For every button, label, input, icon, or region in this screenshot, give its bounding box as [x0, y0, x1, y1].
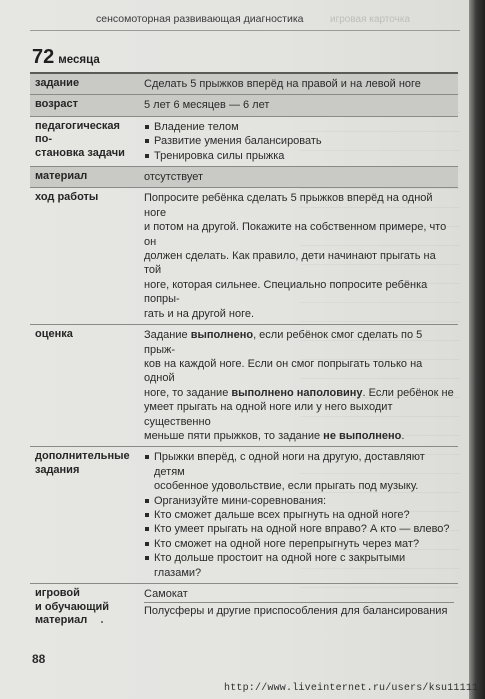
- page-number: 88: [32, 652, 46, 666]
- row-age: [30, 95, 458, 116]
- list-item: Кто умеет прыгать на одной ноге вправо? А кто — влево?: [144, 522, 454, 536]
- row-procedure: [30, 188, 458, 325]
- row-value: Сделать 5 прыжков вперёд на правой и на левой ноге: [144, 78, 421, 90]
- book-spine-shadow: [469, 0, 485, 699]
- watermark-url: http://www.liveinternet.ru/users/ksu11111/: [224, 683, 485, 694]
- task-card-table: [30, 72, 458, 631]
- row-goals: [30, 117, 458, 167]
- list-item: Прыжки вперёд, с одной ноги на другую, доставляют детям особенное удовольствие, если прыгать под музыку.: [144, 450, 454, 493]
- list-item: Кто сможет на одной ноге перепрыгнуть через мат?: [144, 537, 454, 551]
- row-evaluation: [30, 325, 458, 447]
- row-value: Задание выполнено, если ребёнок смог сделать по 5 прыж- ков на каждой ноге. Если он смог попрыгать только на одной ноге, то задание выполнено наполовину. Если ребёнок не умеет прыгать на одной ноге или у него выходит существенно меньше пяти прыжков, то задание не выполнено.: [144, 329, 454, 442]
- row-value: Попросите ребёнка сделать 5 прыжков вперёд на одной ноге и потом на другой. Покажите на собственном примере, что он должен сделать. Как правило, дети начинают прыгать на той ноге, которая сильнее. Специально попросите ребёнка попры- гать и на другой ноге.: [144, 192, 447, 320]
- list-item: Кто дольше простоит на одной ноге с закрытыми глазами?: [144, 551, 454, 580]
- list-item: Организуйте мини-соревнования:: [144, 494, 454, 508]
- row-task: [30, 74, 458, 95]
- age-unit: месяца: [58, 54, 100, 66]
- running-header: сенсомоторная развивающая диагностика: [96, 13, 304, 25]
- row-label: игровой и обучающий материал: [35, 587, 110, 626]
- row-label: возраст: [35, 98, 79, 111]
- row-value: [140, 117, 458, 166]
- extra-tasks-list: [144, 450, 454, 580]
- list-item: Тренировка силы прыжка: [144, 149, 454, 163]
- row-label: оценка: [35, 328, 73, 341]
- row-value: 5 лет 6 месяцев — 6 лет: [144, 99, 270, 112]
- running-header-ghost: игровая карточка: [330, 14, 410, 25]
- list-item: Кто сможет дальше всех прыгнуть на одной ноге?: [144, 508, 454, 522]
- header-divider: [30, 30, 460, 31]
- row-label: задание: [35, 77, 80, 89]
- row-label: материал: [35, 170, 88, 183]
- row-label: дополнительные задания: [35, 450, 130, 476]
- goals-list: [144, 120, 454, 163]
- row-play-material: [30, 584, 458, 631]
- result-done: выполнено: [190, 329, 254, 342]
- age-number: 72: [32, 46, 55, 68]
- row-label: ход работы: [35, 191, 99, 204]
- row-extra-tasks: [30, 447, 458, 584]
- list-item: Развитие умения балансировать: [144, 134, 454, 148]
- row-value: Самокат Полусферы и другие приспособления для балансирования: [140, 584, 458, 631]
- row-label: педагогическая по- становка задачи: [35, 119, 125, 159]
- row-value: отсутствует: [144, 171, 204, 184]
- row-material: [30, 167, 458, 188]
- row-value: [140, 447, 458, 583]
- card-age-title: [32, 46, 100, 69]
- result-failed: не выполнено: [323, 429, 402, 442]
- list-item: Владение телом: [144, 120, 454, 134]
- result-partial: выполнено наполовину: [231, 386, 363, 399]
- print-speck: [101, 621, 103, 623]
